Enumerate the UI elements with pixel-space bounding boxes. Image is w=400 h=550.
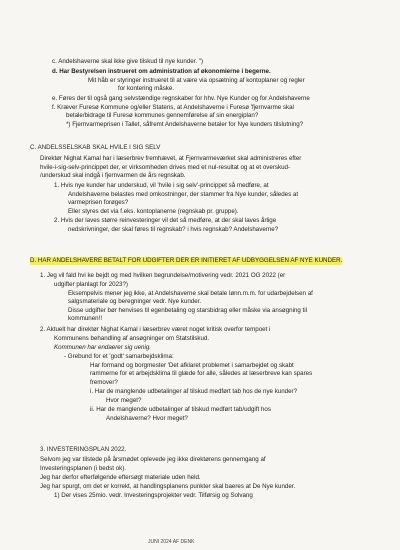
- text-line: Eller styres det via f.eks. kontoplanerne (regnskab pr. gruppe).: [68, 208, 239, 215]
- text-line: C. ANDELSSELSKAB SKAL HVILE I SIG SELV: [30, 144, 161, 151]
- text-line: c. Andelshaverne skal ikke give tilskud til nye kunder. "): [52, 58, 204, 65]
- text-line: Kommunen har endaerer sig uenig.: [54, 344, 151, 351]
- text-line: D. HAR ANDELSHAVERE BETALT FOR UDGIFTER DER ER INITIERET AF UDBYGGELSEN AF NYE KUNDER.: [30, 257, 343, 264]
- text-line: Har formand og borgmester 'Det afklaret problemet i samarbejdet og skabt: [90, 362, 294, 369]
- text-line: Andelshaverne belastes med omkostninger, der stammer fra Nye kunder, således at: [68, 191, 299, 198]
- text-line: d. Har Bestyrelsen instrueret om administration af økonomierne i begerne.: [52, 68, 271, 75]
- text-line: 3. INVESTERINGSPLAN 2022.: [40, 446, 127, 453]
- text-line: Selvom jeg var tilstede på årsmødet oplevede jeg ikke direktørens gennemgang af: [40, 456, 266, 463]
- text-line: f. Kræver Furesø Kommune og/eller Statens, at Andelshaverne i Furesø 'fjernvarme skal: [52, 104, 294, 111]
- document-footer: JUNI 2024 AF DENK: [148, 539, 195, 545]
- text-line: Kommunens behandling af ansøgninger om Statstilskud.: [54, 335, 210, 342]
- text-line: Hvor meget?: [106, 397, 142, 404]
- text-line: Investeringsplanen (i bedst ok).: [40, 465, 126, 472]
- text-line: Mit håb er styringer instrueret til at være via opsætning af kontoplaner og regler: [88, 77, 305, 84]
- text-line: salgsmateriale og beregninger vedr. Nye kunder.: [68, 298, 202, 305]
- text-line: Andelshaverne? Hvor meget?: [106, 415, 188, 422]
- text-line: 1. Jeg vil fald hvi ke bejdt og med hvilken begrundelse/motivering vedr. 2021 OG 2022 (er: [40, 272, 286, 279]
- text-line: Jeg har derfor efterfølgende eftersøgt materiale uden held.: [40, 474, 201, 481]
- text-line: rammerne for et arbejdsklima til glæde for alle, således at læserbreve kan spares: [90, 370, 313, 377]
- text-line: - Grebund for et 'godt' samarbejdsklima:: [64, 353, 174, 360]
- text-line: e. Føres der til også gang selvstændige regnskaber for hhv. Nye Kunder og for Andelshaverne: [52, 95, 310, 102]
- text-line: Direktør Nighat Kamal har i læserbrev fremhævet, at Fjernvarmeværket skal administreres efter: [40, 155, 302, 162]
- text-line: hvile-i-sig-selv-princippet der, er virksomheden drives med et nul-resultat og at et overskud-: [40, 164, 291, 171]
- text-line: nedskrivninger, der skal føres til regnskab? i hvis regnskab? Andelshaverne?: [68, 226, 279, 233]
- text-line: 2. Aktuelt har direktør Nighat Kamal i læserbrev været noget kritisk overfor tempoet i: [40, 326, 271, 333]
- text-line: i. Har de manglende udbetalinger af tilskud medført tab hos de nye kunder?: [90, 388, 298, 395]
- text-line: 2. Hvis der laves større reinvesteringer vil det så medføre, at der skal laves årlige: [54, 217, 277, 224]
- text-line: kommunen!!: [68, 315, 103, 322]
- text-line: varmeprisen forøges?: [68, 199, 129, 206]
- text-line: betale/bidrage til Furesø kommunes gennemførelse af sin energiplan?: [66, 112, 259, 119]
- text-line: udgifter planlagt for 2023?): [54, 281, 128, 288]
- text-line: *) Fjernvarmeprisen i Tallet, såfremt Andelshaverne betaler for Nye kunders tilslutning?: [66, 121, 304, 128]
- text-line: fremover?: [90, 379, 118, 386]
- text-line: Disse udgifter bør henvises til egenbetaling og starsbidrag eller måske via ansøgning til: [68, 307, 308, 314]
- text-line: 1. Hvis nye kunder har underskud, vil 'hvile i sig selv'-princippet så medføre, at: [54, 182, 269, 189]
- text-line: /underskud skal indgå i fjernvarmen de års regnskab.: [40, 172, 186, 179]
- text-line: for kontering måske.: [118, 85, 175, 92]
- text-line: 1) Der vises 25mio. vedr. Investeringsprojekter vedr. Tilførsig og Solvang: [54, 492, 253, 499]
- text-line: Jeg har spurgt, om det er korrekt, at handlingsplanens punkter skal baeres at De Nye kunder.: [40, 483, 296, 490]
- text-line: Eksempelvis mener jeg ikke, at Andelshaverne skal betale lønn.m.m. for udarbejdelsen af: [68, 290, 313, 297]
- text-line: ii. Har de manglende udbetalinger af tilskud medført tab/udgift hos: [90, 406, 271, 413]
